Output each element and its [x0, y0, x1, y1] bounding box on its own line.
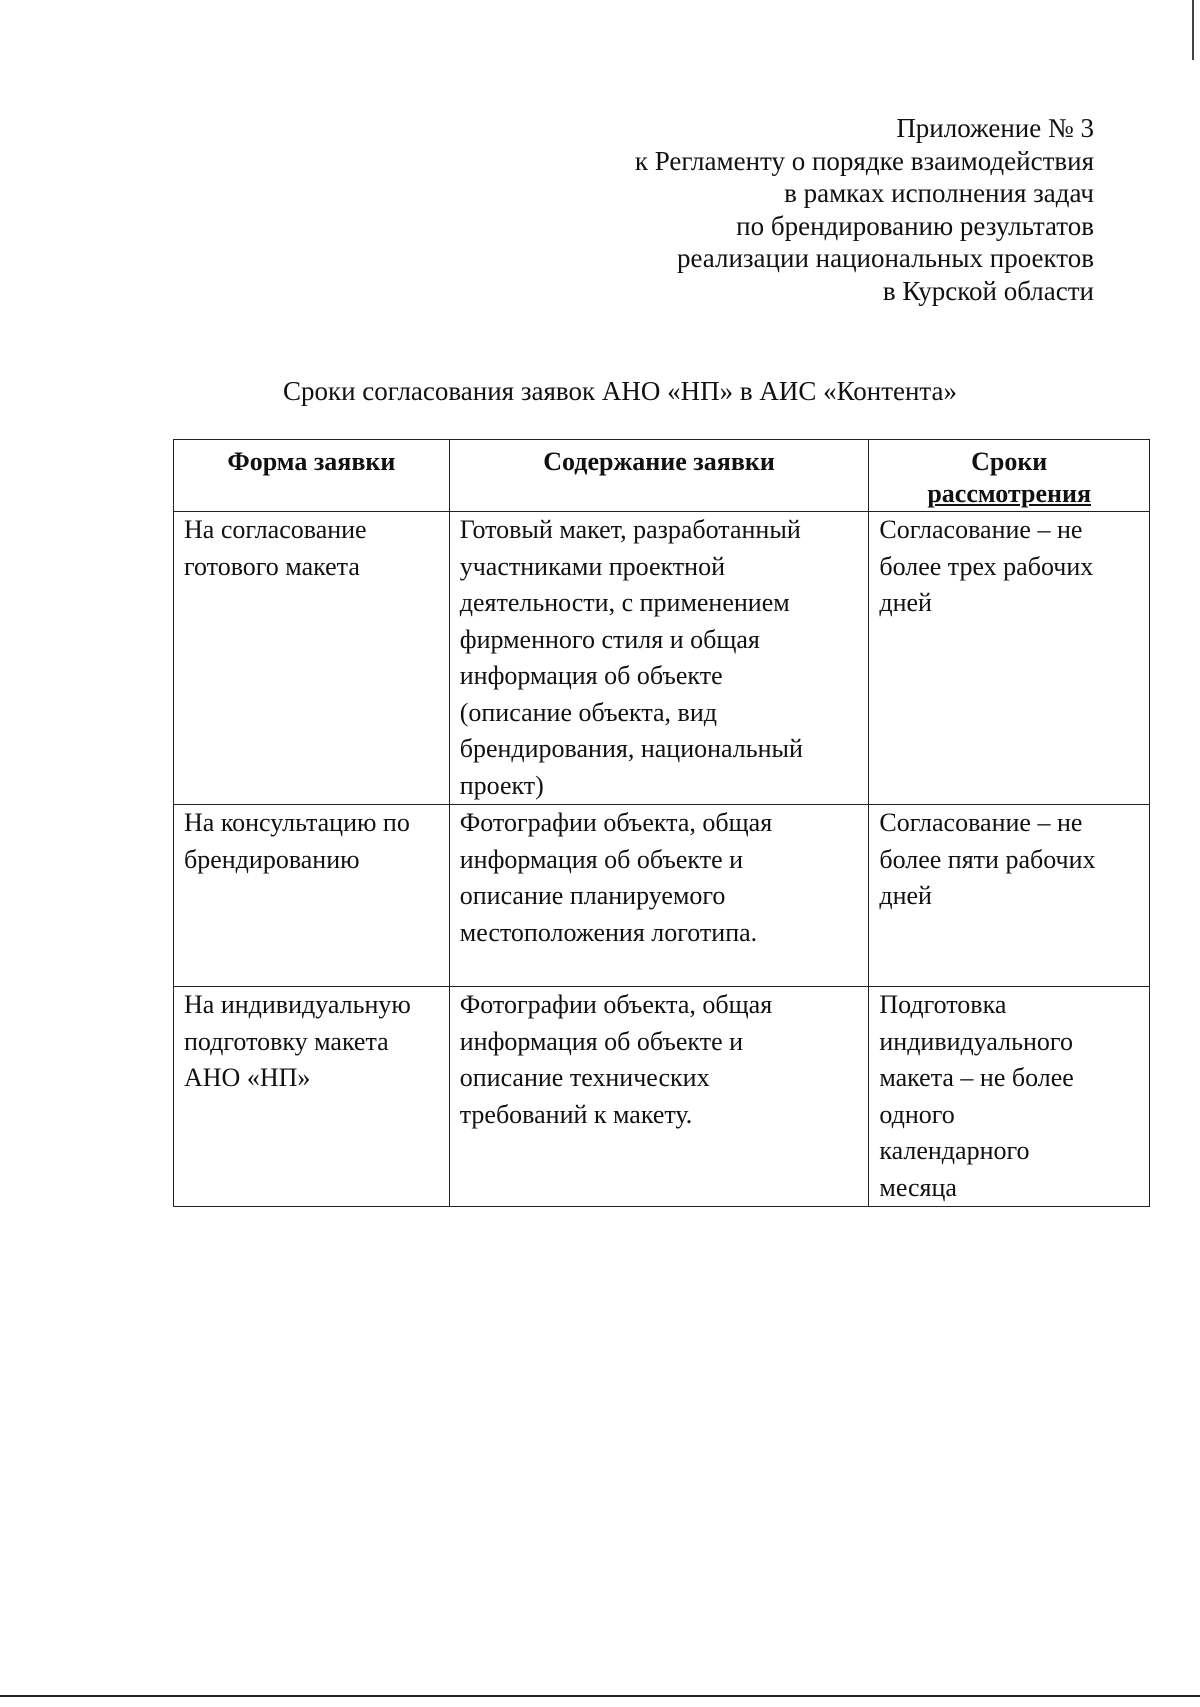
header-content: Содержание заявки	[449, 440, 869, 512]
cell-content: Фотографии объекта, общая информация об объекте и описание планируемого местоположения логотипа.	[449, 805, 869, 987]
scan-edge-mark	[1192, 0, 1194, 60]
appendix-line: к Регламенту о порядке взаимодействия	[634, 145, 1094, 176]
appendix-line: в Курской области	[882, 275, 1094, 306]
header-form: Форма заявки	[174, 440, 450, 512]
table-row	[174, 512, 1150, 805]
cell-form: На согласование готового макета	[174, 512, 450, 805]
cell-term: Подготовка индивидуального макета – не более одного календарного месяца	[869, 987, 1150, 1207]
cell-term: Согласование – не более трех рабочих дней	[869, 512, 1150, 805]
scan-bottom-edge	[0, 1695, 1200, 1697]
deadlines-table	[173, 439, 1150, 1207]
document-title: Сроки согласования заявок АНО «НП» в АИС «Контента»	[282, 376, 958, 406]
cell-form: На индивидуальную подготовку макета АНО «НП»	[174, 987, 450, 1207]
table-row	[174, 805, 1150, 987]
appendix-line: в рамках исполнения задач	[784, 178, 1094, 208]
appendix-line: по брендированию результатов	[736, 210, 1094, 241]
appendix-line: Приложение № 3	[896, 113, 1094, 143]
cell-content: Готовый макет, разработанный участниками проектной деятельности, с применением фирменного стиля и общая информация об объекте (описание объекта, вид брендирования, национальный проект)	[449, 512, 869, 805]
appendix-header	[635, 112, 1094, 307]
cell-term: Согласование – не более пяти рабочих дней	[869, 805, 1150, 987]
header-term: Сроки рассмотрения	[869, 440, 1150, 512]
cell-content: Фотографии объекта, общая информация об объекте и описание технических требований к макету.	[449, 987, 869, 1207]
table-row	[174, 987, 1150, 1207]
table-header-row	[174, 440, 1150, 512]
cell-form: На консультацию по брендированию	[174, 805, 450, 987]
appendix-line: реализации национальных проектов	[676, 243, 1094, 273]
